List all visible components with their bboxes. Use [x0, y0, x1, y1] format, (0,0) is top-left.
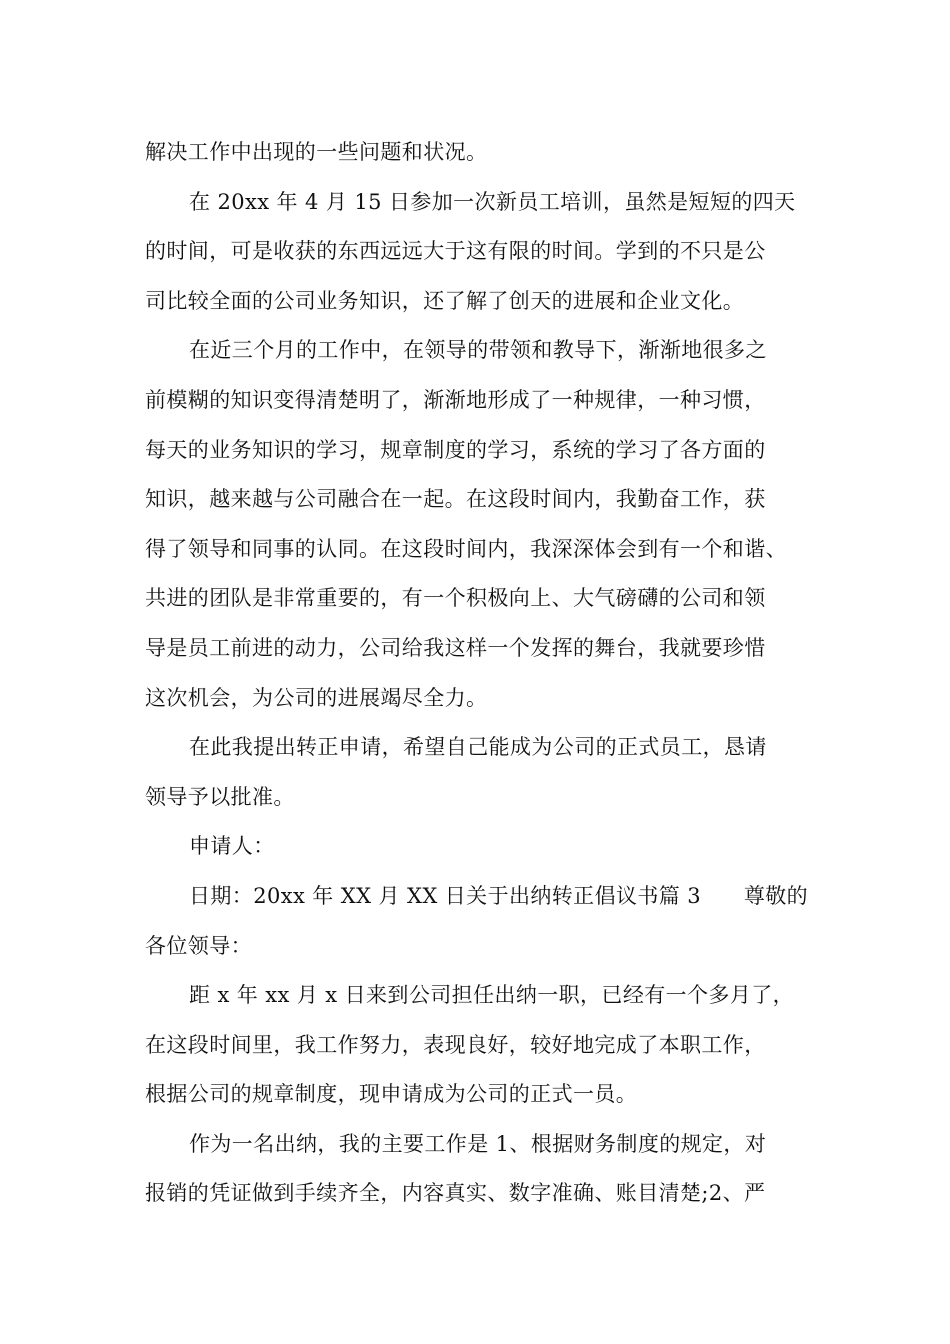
text-line: 在近三个月的工作中，在领导的带领和教导下，渐渐地很多之: [189, 338, 767, 363]
text-line: 解决工作中出现的一些问题和状况。: [145, 140, 488, 164]
text-line: 的时间，可是收获的东西远远大于这有限的时间。学到的不只是公: [145, 239, 766, 264]
text-line: 在这段时间里，我工作努力，表现良好，较好地完成了本职工作，: [145, 1032, 766, 1057]
text-line: 导是员工前进的动力，公司给我这样一个发挥的舞台，我就要珍惜: [145, 635, 766, 660]
text-line: 申请人：: [189, 834, 275, 859]
text-line: 领导予以批准。: [145, 784, 295, 809]
text-line: 在 20xx 年 4 月 15 日参加一次新员工培训，虽然是短短的四天: [189, 189, 796, 214]
text-line: 前模糊的知识变得清楚明了，渐渐地形成了一种规律，一种习惯，: [145, 387, 766, 412]
text-line: 共进的团队是非常重要的，有一个积极向上、大气磅礴的公司和领: [145, 586, 766, 611]
text-line: 这次机会，为公司的进展竭尽全力。: [145, 685, 488, 710]
text-line: 距 x 年 xx 月 x 日来到公司担任出纳一职，已经有一个多月了，: [189, 983, 795, 1008]
text-line: 司比较全面的公司业务知识，还了解了创天的进展和企业文化。: [145, 288, 745, 313]
text-line: 在此我提出转正申请，希望自己能成为公司的正式员工，恳请: [189, 735, 767, 760]
text-line: 每天的业务知识的学习，规章制度的学习，系统的学习了各方面的: [145, 437, 766, 462]
text-line: 各位领导：: [145, 933, 252, 958]
text-line: 得了领导和同事的认同。在这段时间内，我深深体会到有一个和谐、: [145, 536, 787, 561]
document-body: [145, 128, 815, 1219]
text-line: 报销的凭证做到手续齐全，内容真实、数字准确、账目清楚;2、严: [145, 1181, 766, 1206]
text-line: 知识，越来越与公司融合在一起。在这段时间内，我勤奋工作，获: [145, 487, 766, 512]
text-line: 作为一名出纳，我的主要工作是 1、根据财务制度的规定，对: [189, 1131, 767, 1156]
text-line: 根据公司的规章制度，现申请成为公司的正式一员。: [145, 1082, 638, 1107]
text-line: 日期：20xx 年 XX 月 XX 日关于出纳转正倡议书篇 3 尊敬的: [189, 883, 809, 908]
